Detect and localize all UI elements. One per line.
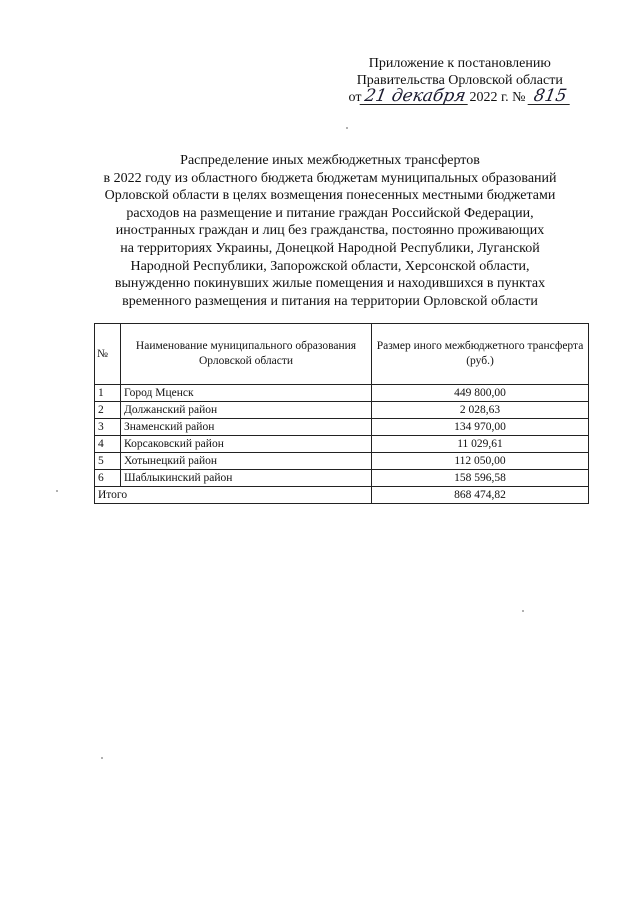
year-text: 2022 г. № — [469, 90, 526, 105]
row-number: 5 — [95, 453, 121, 470]
table-row — [95, 402, 589, 419]
title-line: временного размещения и питания на территории Орловской области — [122, 293, 538, 309]
row-amount: 2 028,63 — [372, 402, 589, 419]
table-row — [95, 436, 589, 453]
row-amount: 134 970,00 — [372, 419, 589, 436]
row-number: 4 — [95, 436, 121, 453]
row-amount: 158 596,58 — [372, 470, 589, 487]
table-row — [95, 453, 589, 470]
row-amount: 112 050,00 — [372, 453, 589, 470]
total-label: Итого — [95, 487, 372, 504]
row-municipality: Корсаковский район — [121, 436, 372, 453]
table-row — [95, 470, 589, 487]
title-line: иностранных граждан и лиц без гражданства, постоянно проживающих — [115, 223, 545, 239]
row-number: 2 — [95, 402, 121, 419]
row-amount: 449 800,00 — [372, 385, 589, 402]
header-amount: Размер иного межбюджетного трансферта (руб.) — [372, 324, 589, 385]
title-line: вынужденно покинувших жилые помещения и находившихся в пунктах — [114, 276, 546, 292]
row-municipality: Знаменский район — [121, 419, 372, 436]
appendix-line-2: Правительства Орловской области — [356, 73, 563, 88]
table-header-row — [95, 324, 589, 385]
scan-speck — [56, 490, 58, 492]
title-line: расходов на размещение и питание граждан Российской Федерации, — [126, 205, 534, 221]
row-amount: 11 029,61 — [372, 436, 589, 453]
title-line: Народной Республики, Запорожской области, Херсонской области, — [130, 258, 530, 274]
row-municipality: Должанский район — [121, 402, 372, 419]
row-municipality: Хотынецкий район — [121, 453, 372, 470]
document-title — [80, 152, 580, 310]
title-line: Орловской области в целях возмещения понесенных местными бюджетами — [104, 188, 556, 204]
title-line: Распределение иных межбюджетных трансфертов — [180, 153, 480, 168]
header-municipality: Наименование муниципального образования Орловской области — [121, 324, 372, 385]
header-number: № — [95, 324, 121, 385]
appendix-header — [349, 55, 571, 106]
appendix-line-1: Приложение к постановлению — [368, 56, 551, 71]
row-number: 3 — [95, 419, 121, 436]
scan-speck — [522, 610, 524, 612]
appendix-date-line — [348, 86, 571, 106]
row-number: 1 — [95, 385, 121, 402]
transfers-table — [94, 323, 589, 504]
handwritten-number: 815 — [528, 89, 573, 105]
total-amount: 868 474,82 — [372, 487, 589, 504]
title-line: на территориях Украины, Донецкой Народной Республики, Луганской — [120, 240, 540, 256]
scan-speck — [346, 127, 348, 129]
table-row — [95, 419, 589, 436]
table-row — [95, 385, 589, 402]
handwritten-date: 21 декабря — [360, 89, 471, 105]
total-row — [95, 487, 589, 504]
row-number: 6 — [95, 470, 121, 487]
row-municipality: Шаблыкинский район — [121, 470, 372, 487]
title-line: в 2022 году из областного бюджета бюджетам муниципальных образований — [103, 170, 557, 186]
row-municipality: Город Мценск — [121, 385, 372, 402]
date-prefix: от — [348, 90, 362, 105]
scan-speck — [101, 757, 103, 759]
